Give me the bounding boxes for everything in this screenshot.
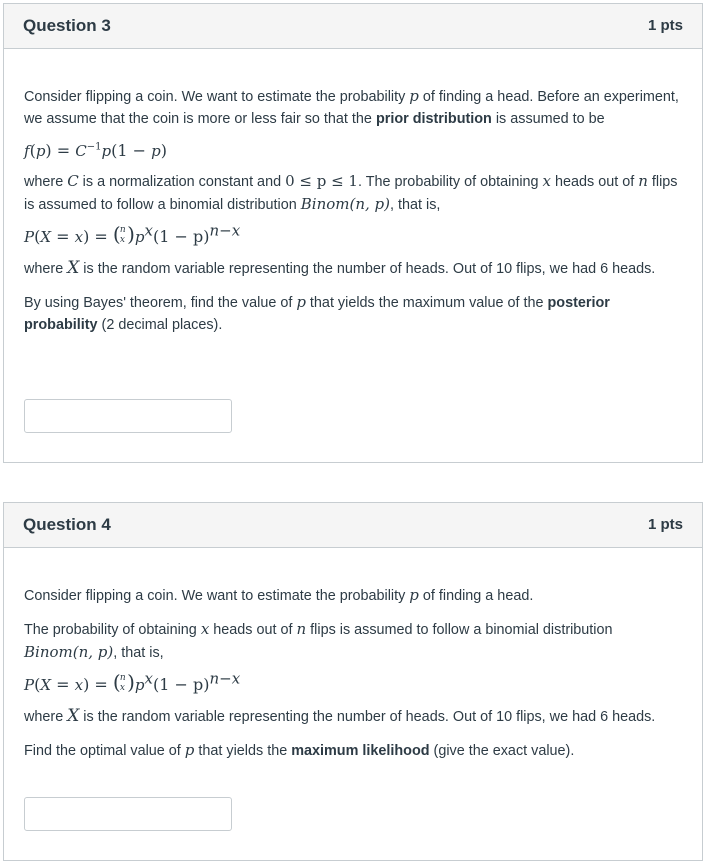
question-3-task: By using Bayes' theorem, find the value of p that yields the maximum value of the posterior probability (2 decimal places). <box>24 293 610 333</box>
math-p: p <box>409 87 419 105</box>
question-4-answer-input[interactable] <box>24 797 232 831</box>
question-4-intro: Consider flipping a coin. We want to estimate the probability p of finding a head. <box>24 586 534 604</box>
question-4-points: 1 pts <box>647 516 683 533</box>
prior-distribution-bold: prior distribution <box>375 111 492 127</box>
question-4-title: Question 4 <box>23 515 111 534</box>
posterior-probability-bold: posterior probability <box>24 295 610 333</box>
question-3-random-variable: where X is the random variable representing the number of heads. Out of 10 flips, we had 6 heads. <box>24 258 656 278</box>
maximum-likelihood-bold: maximum likelihood <box>291 743 430 759</box>
binomial-coefficient-q4: ( n x ) <box>112 670 135 694</box>
question-4-body <box>24 584 684 762</box>
question-3-header <box>4 4 702 49</box>
question-4-header <box>4 503 702 548</box>
question-3-where: where C is a normalization constant and 0 ≤ p ≤ 1. The probability of obtaining x heads out of n flips is assumed to follow a binomial distribution Binom(n, p), that is, <box>24 172 678 213</box>
question-3-title: Question 3 <box>23 16 111 35</box>
question-3-card <box>3 3 703 463</box>
question-3-intro: Consider flipping a coin. We want to estimate the probability p of finding a head. Before an experiment, we assume that the coin is more or less fair so that the prior distribution is assumed to be <box>24 87 679 127</box>
math-inequality: 0 ≤ p ≤ 1 <box>285 172 358 190</box>
binom-dist: Binom(n, p) <box>300 195 391 213</box>
question-4-probability: The probability of obtaining x heads out of n flips is assumed to follow a binomial distribution Binom(n, p), that is, <box>24 620 613 661</box>
likelihood-formula-q3: P(X = x) = ( n x ) $p^x(1 - p)^{n-x}$ <box>24 221 241 246</box>
prior-formula: $f(p) = C^{-1}p(1 - p)$ <box>24 141 167 160</box>
math-C: C <box>67 172 79 190</box>
binom-dist-q4: Binom(n, p) <box>24 643 114 661</box>
question-4-random-variable: where X is the random variable representing the number of heads. Out of 10 flips, we had 6 heads. <box>24 706 656 726</box>
question-3-points: 1 pts <box>647 17 683 34</box>
question-3-body <box>24 85 684 336</box>
binomial-coefficient: ( n x ) <box>112 222 135 246</box>
question-3-answer-input[interactable] <box>24 399 232 433</box>
question-4-card <box>3 502 703 861</box>
likelihood-formula-q4: P(X = x) = ( n x ) $p^x(1 - p)^{n-x}$ <box>24 669 241 694</box>
question-4-task: Find the optimal value of p that yields the maximum likelihood (give the exact value). <box>24 741 575 759</box>
